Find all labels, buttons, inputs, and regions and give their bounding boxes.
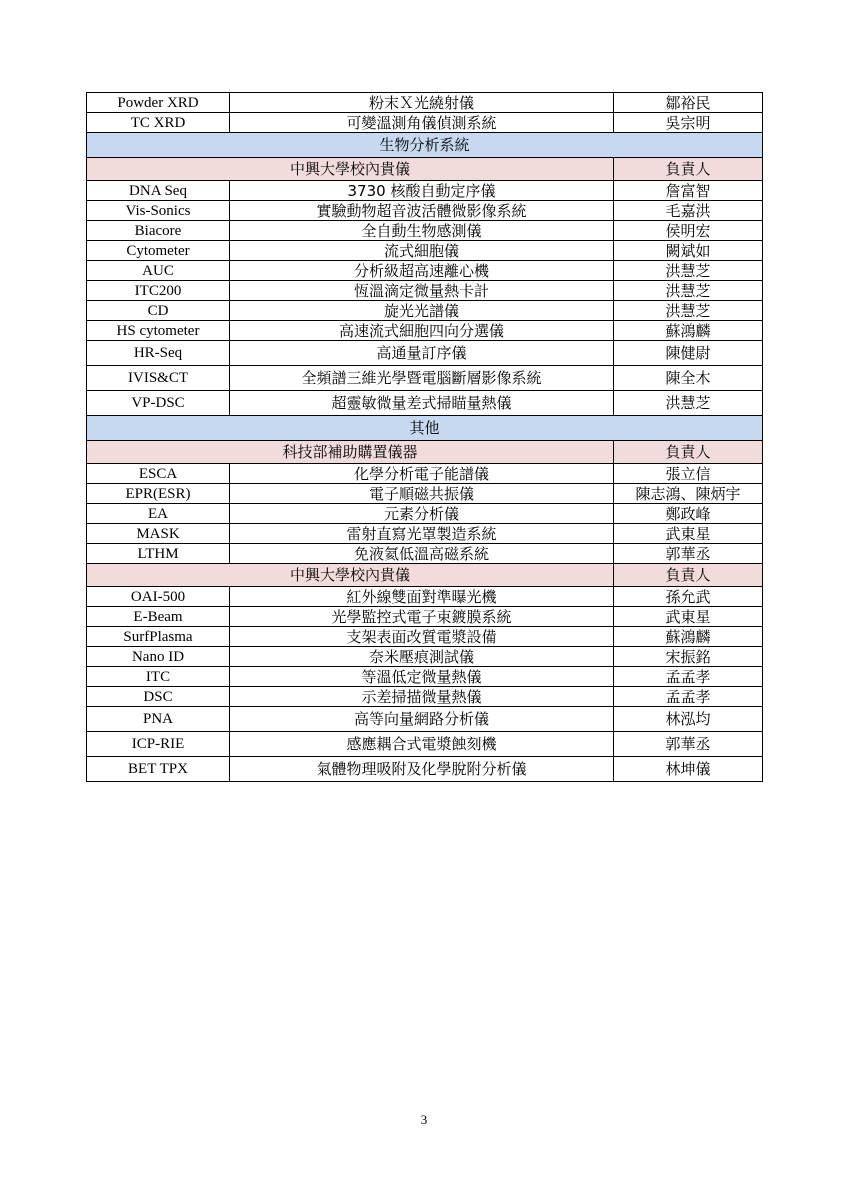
table-row — [87, 647, 763, 667]
instrument-name: 高等向量網路分析儀 — [230, 707, 614, 732]
table-row — [87, 627, 763, 647]
instrument-name: 元素分析儀 — [230, 504, 614, 524]
instrument-abbreviation: LTHM — [87, 544, 230, 564]
person-in-charge: 闕斌如 — [614, 241, 763, 261]
instrument-name: 感應耦合式電漿蝕刻機 — [230, 732, 614, 757]
instrument-abbreviation: ICP-RIE — [87, 732, 230, 757]
instrument-abbreviation: OAI-500 — [87, 587, 230, 607]
table-row — [87, 732, 763, 757]
person-column-header: 負責人 — [614, 441, 763, 464]
person-in-charge: 鄭政峰 — [614, 504, 763, 524]
instrument-name: 可變溫測角儀偵測系統 — [230, 113, 614, 133]
section-title: 其他 — [87, 416, 763, 441]
table-row — [87, 221, 763, 241]
instrument-abbreviation: ITC200 — [87, 281, 230, 301]
instrument-abbreviation: Biacore — [87, 221, 230, 241]
table-row — [87, 391, 763, 416]
table-row — [87, 757, 763, 782]
instrument-name: 化學分析電子能譜儀 — [230, 464, 614, 484]
person-in-charge: 洪慧芝 — [614, 261, 763, 281]
instrument-abbreviation: TC XRD — [87, 113, 230, 133]
subheader-row — [87, 158, 763, 181]
section-header-row — [87, 133, 763, 158]
table-row — [87, 261, 763, 281]
person-in-charge: 蘇鴻麟 — [614, 321, 763, 341]
table-row — [87, 504, 763, 524]
instrument-abbreviation: Vis-Sonics — [87, 201, 230, 221]
table-row — [87, 321, 763, 341]
person-in-charge: 毛嘉洪 — [614, 201, 763, 221]
table-row — [87, 667, 763, 687]
instrument-name: 雷射直寫光罩製造系統 — [230, 524, 614, 544]
instrument-name: 流式細胞儀 — [230, 241, 614, 261]
subheader-row — [87, 564, 763, 587]
instrument-name: 紅外線雙面對準曝光機 — [230, 587, 614, 607]
instrument-abbreviation: EA — [87, 504, 230, 524]
instrument-abbreviation: Powder XRD — [87, 93, 230, 113]
instrument-abbreviation: Nano ID — [87, 647, 230, 667]
instrument-name: 奈米壓痕測試儀 — [230, 647, 614, 667]
instrument-abbreviation: IVIS&CT — [87, 366, 230, 391]
subheader-row — [87, 441, 763, 464]
instrument-name: 恆溫滴定微量熱卡計 — [230, 281, 614, 301]
table-row — [87, 707, 763, 732]
person-in-charge: 陳健尉 — [614, 341, 763, 366]
person-in-charge: 侯明宏 — [614, 221, 763, 241]
person-in-charge: 張立信 — [614, 464, 763, 484]
person-in-charge: 武東星 — [614, 607, 763, 627]
subheader-title: 中興大學校內貴儀 — [87, 158, 614, 181]
person-in-charge: 郭華丞 — [614, 544, 763, 564]
person-in-charge: 洪慧芝 — [614, 301, 763, 321]
person-in-charge: 孟孟孝 — [614, 667, 763, 687]
page-number: 3 — [420, 1112, 428, 1127]
instrument-abbreviation: E-Beam — [87, 607, 230, 627]
person-in-charge: 吳宗明 — [614, 113, 763, 133]
instrument-abbreviation: EPR(ESR) — [87, 484, 230, 504]
person-column-header: 負責人 — [614, 158, 763, 181]
person-in-charge: 陳全木 — [614, 366, 763, 391]
person-in-charge: 詹富智 — [614, 181, 763, 201]
instrument-name: 粉末Ｘ光繞射儀 — [230, 93, 614, 113]
table-row — [87, 201, 763, 221]
table-row — [87, 181, 763, 201]
table-row — [87, 544, 763, 564]
instrument-name: 免液氦低溫高磁系統 — [230, 544, 614, 564]
person-column-header: 負責人 — [614, 564, 763, 587]
instrument-name: 氣體物理吸附及化學脫附分析儀 — [230, 757, 614, 782]
person-in-charge: 宋振銘 — [614, 647, 763, 667]
table-row — [87, 366, 763, 391]
table-row — [87, 301, 763, 321]
instrument-abbreviation: AUC — [87, 261, 230, 281]
instrument-abbreviation: ITC — [87, 667, 230, 687]
instrument-table-body — [87, 93, 763, 782]
subheader-title: 科技部補助購置儀器 — [87, 441, 614, 464]
person-in-charge: 蘇鴻麟 — [614, 627, 763, 647]
table-row — [87, 341, 763, 366]
person-in-charge: 洪慧芝 — [614, 281, 763, 301]
instrument-abbreviation: DSC — [87, 687, 230, 707]
instrument-name: 3730 核酸自動定序儀 — [230, 181, 614, 201]
instrument-abbreviation: Cytometer — [87, 241, 230, 261]
instrument-abbreviation: DNA Seq — [87, 181, 230, 201]
person-in-charge: 郭華丞 — [614, 732, 763, 757]
table-row — [87, 687, 763, 707]
instrument-abbreviation: HR-Seq — [87, 341, 230, 366]
instrument-abbreviation: MASK — [87, 524, 230, 544]
instrument-abbreviation: VP-DSC — [87, 391, 230, 416]
section-title: 生物分析系統 — [87, 133, 763, 158]
instrument-abbreviation: PNA — [87, 707, 230, 732]
table-row — [87, 587, 763, 607]
instrument-name: 高速流式細胞四向分選儀 — [230, 321, 614, 341]
instrument-name: 支架表面改質電漿設備 — [230, 627, 614, 647]
instrument-name: 旋光光譜儀 — [230, 301, 614, 321]
instrument-name: 分析級超高速離心機 — [230, 261, 614, 281]
person-in-charge: 鄒裕民 — [614, 93, 763, 113]
table-row — [87, 241, 763, 261]
person-in-charge: 洪慧芝 — [614, 391, 763, 416]
instrument-name: 光學監控式電子束鍍膜系統 — [230, 607, 614, 627]
instrument-abbreviation: SurfPlasma — [87, 627, 230, 647]
section-header-row — [87, 416, 763, 441]
table-row — [87, 281, 763, 301]
instrument-name: 電子順磁共振儀 — [230, 484, 614, 504]
table-row — [87, 93, 763, 113]
instrument-name: 超靈敏微量差式掃瞄量熱儀 — [230, 391, 614, 416]
table-row — [87, 464, 763, 484]
person-in-charge: 林坤儀 — [614, 757, 763, 782]
subheader-title: 中興大學校內貴儀 — [87, 564, 614, 587]
instrument-abbreviation: CD — [87, 301, 230, 321]
person-in-charge: 武東星 — [614, 524, 763, 544]
instrument-abbreviation: BET TPX — [87, 757, 230, 782]
instrument-table — [86, 92, 763, 782]
instrument-name: 實驗動物超音波活體微影像系統 — [230, 201, 614, 221]
instrument-name: 示差掃描微量熱儀 — [230, 687, 614, 707]
instrument-abbreviation: HS cytometer — [87, 321, 230, 341]
table-row — [87, 484, 763, 504]
instrument-name: 高通量訂序儀 — [230, 341, 614, 366]
instrument-name: 等溫低定微量熱儀 — [230, 667, 614, 687]
table-row — [87, 524, 763, 544]
table-row — [87, 113, 763, 133]
table-row — [87, 607, 763, 627]
person-in-charge: 孫允武 — [614, 587, 763, 607]
person-in-charge: 林泓均 — [614, 707, 763, 732]
instrument-abbreviation: ESCA — [87, 464, 230, 484]
instrument-name: 全頻譜三維光學暨電腦斷層影像系統 — [230, 366, 614, 391]
instrument-name: 全自動生物感測儀 — [230, 221, 614, 241]
person-in-charge: 孟孟孝 — [614, 687, 763, 707]
person-in-charge: 陳志鴻、陳炳宇 — [614, 484, 763, 504]
